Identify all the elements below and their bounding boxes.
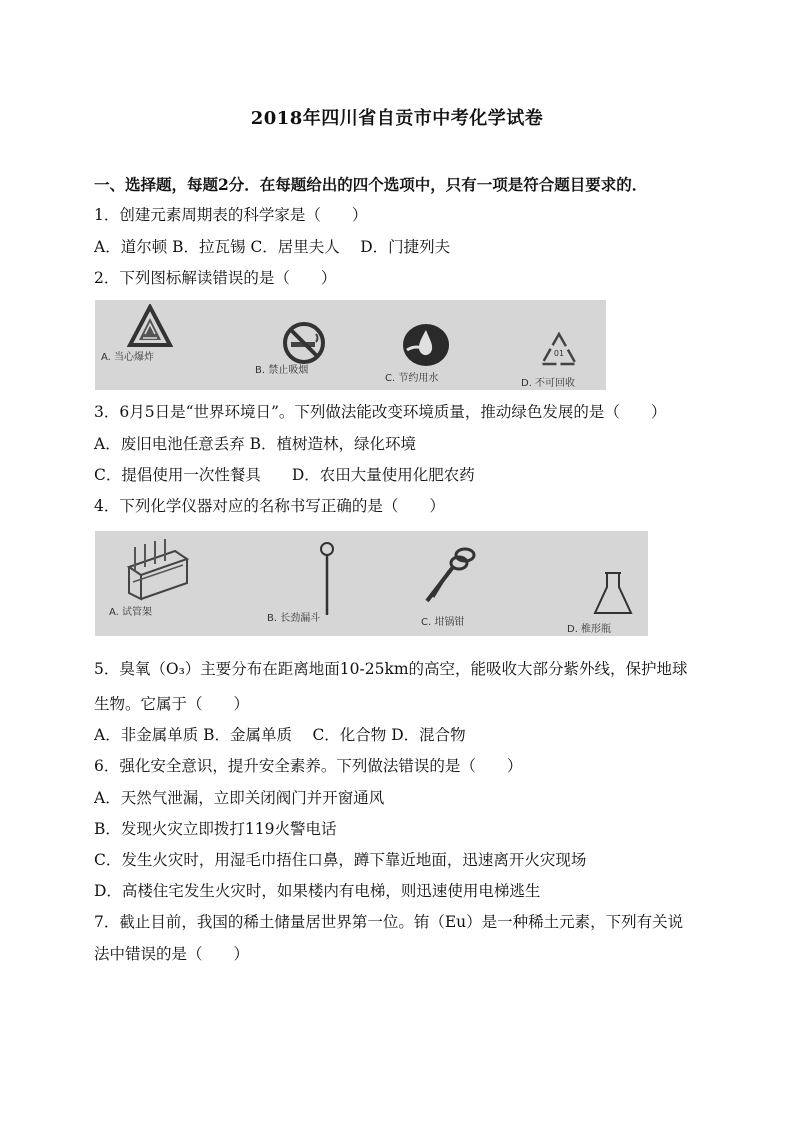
q6-option-a: A．天然气泄漏，立即关闭阀门并开窗通风 bbox=[94, 789, 385, 807]
section-heading: 一、选择题，每题2分．在每题给出的四个选项中，只有一项是符合题目要求的． bbox=[94, 175, 648, 194]
long-stem-funnel-icon bbox=[315, 541, 339, 617]
q4-label-d: D. 椎形瓶 bbox=[567, 624, 612, 635]
q4-label-a: A. 试管架 bbox=[109, 607, 153, 618]
q3-stem: 3．6月5日是“世界环境日”。下列做法能改变环境质量，推动绿色发展的是（ ） bbox=[94, 403, 667, 421]
q2-stem: 2．下列图标解读错误的是（ ） bbox=[94, 269, 337, 287]
exam-title: 2018年四川省自贡市中考化学试卷 bbox=[250, 108, 544, 129]
q2-label-a: A. 当心爆炸 bbox=[101, 352, 155, 363]
q5-options: A．非金属单质 B．金属单质 C．化合物 D．混合物 bbox=[94, 726, 466, 744]
q7-stem-line2: 法中错误的是（ ） bbox=[94, 945, 250, 963]
q6-option-c: C．发生火灾时，用湿毛巾捂住口鼻，蹲下靠近地面，迅速离开火灾现场 bbox=[94, 851, 587, 869]
test-tube-rack-icon bbox=[123, 537, 193, 601]
q3-options-cd: C．提倡使用一次性餐具 D．农田大量使用化肥农药 bbox=[94, 466, 475, 484]
q4-apparatus-figure bbox=[95, 531, 648, 636]
no-smoking-icon bbox=[281, 320, 327, 366]
q4-stem: 4．下列化学仪器对应的名称书写正确的是（ ） bbox=[94, 497, 445, 515]
q1-options: A．道尔顿 B．拉瓦锡 C．居里夫人 D．门捷列夫 bbox=[94, 238, 451, 256]
q4-label-c: C. 坩锅钳 bbox=[421, 617, 465, 628]
q3-options-ab: A．废旧电池任意丢弃 B．植树造林，绿化环境 bbox=[94, 435, 417, 453]
q6-option-b: B．发现火灾立即拨打119火警电话 bbox=[94, 820, 337, 838]
q2-label-b: B. 禁止吸烟 bbox=[255, 365, 309, 376]
recycle-icon bbox=[539, 330, 579, 370]
q5-stem-line1: 5．臭氧（O₃）主要分布在距离地面10-25km的高空，能吸收大部分紫外线，保护地球 bbox=[94, 660, 688, 678]
conical-flask-icon bbox=[591, 569, 635, 617]
q1-stem: 1．创建元素周期表的科学家是（ ） bbox=[94, 206, 368, 224]
q2-icon-figure bbox=[95, 300, 606, 390]
q2-label-c: C. 节约用水 bbox=[385, 373, 439, 384]
explosion-warning-icon bbox=[127, 304, 173, 348]
recycle-number: 01 bbox=[553, 349, 565, 358]
q2-label-d: D. 不可回收 bbox=[521, 378, 576, 389]
q4-label-b: B. 长劲漏斗 bbox=[267, 613, 321, 624]
crucible-tongs-icon bbox=[421, 545, 477, 607]
q7-stem-line1: 7．截止目前，我国的稀土储量居世界第一位。铕（Eu）是一种稀土元素，下列有关说 bbox=[94, 913, 684, 931]
q6-option-d: D．高楼住宅发生火灾时，如果楼内有电梯，则迅速使用电梯逃生 bbox=[94, 882, 541, 900]
q6-stem: 6．强化安全意识，提升安全素养。下列做法错误的是（ ） bbox=[94, 757, 523, 775]
q5-stem-line2: 生物。它属于（ ） bbox=[94, 695, 250, 713]
save-water-icon bbox=[401, 322, 451, 368]
